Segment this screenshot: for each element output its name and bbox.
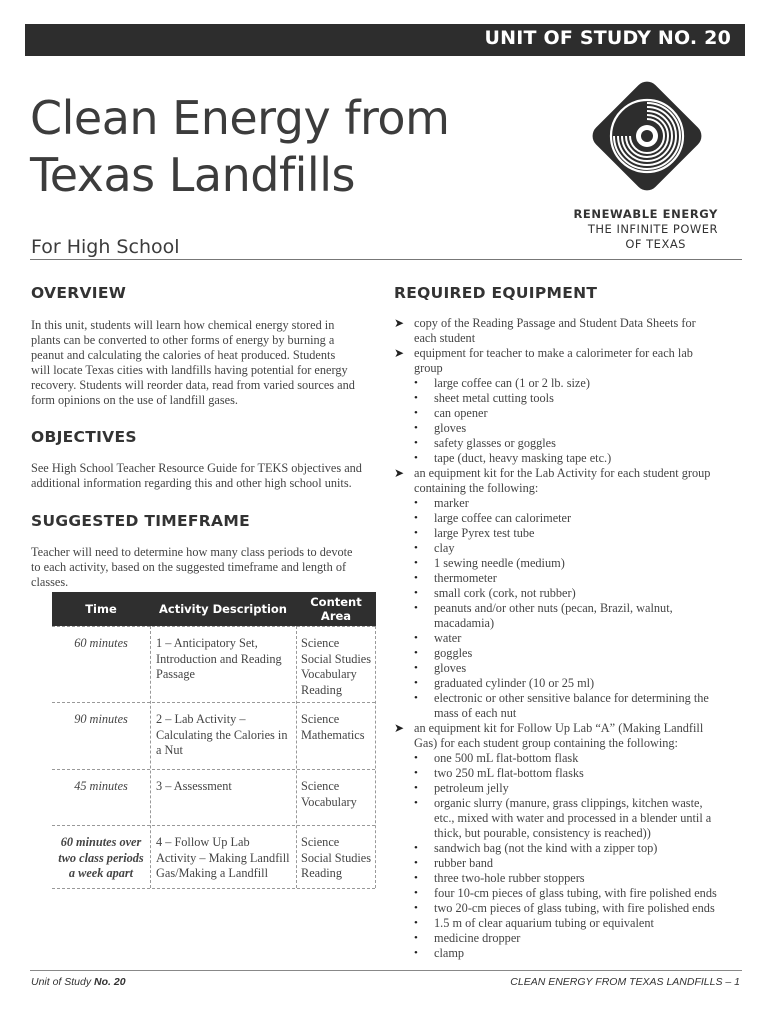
area-line: Vocabulary xyxy=(301,794,357,809)
list-item xyxy=(394,376,724,391)
list-item-text: each student xyxy=(414,331,476,345)
dot-bullet-icon: • xyxy=(414,572,418,584)
time-line: a week apart xyxy=(68,866,134,880)
table-row-time xyxy=(50,712,152,728)
dot-bullet-icon: • xyxy=(414,497,418,509)
list-item-text: 1 sewing needle (medium) xyxy=(434,556,565,570)
area-line: Mathematics xyxy=(301,727,365,742)
list-item-continuation xyxy=(394,811,724,826)
dot-bullet-icon: • xyxy=(414,557,418,569)
list-item xyxy=(394,316,724,331)
list-item-continuation xyxy=(394,616,724,631)
dot-bullet-icon: • xyxy=(414,887,418,899)
table-row-time xyxy=(50,779,152,795)
list-item xyxy=(394,556,724,571)
list-item-text: an equipment kit for Follow Up Lab “A” (Making Landfill xyxy=(414,721,704,735)
list-item xyxy=(394,916,724,931)
area-line: Science xyxy=(301,779,340,793)
list-item xyxy=(394,346,724,376)
arrow-bullet-icon: ➤ xyxy=(394,721,405,735)
list-item xyxy=(394,886,724,901)
list-item xyxy=(394,451,724,466)
timeframe-line: classes. xyxy=(31,575,69,589)
dot-bullet-icon: • xyxy=(414,377,418,389)
list-item-text: organic slurry (manure, grass clippings, kitchen waste, xyxy=(434,796,703,810)
table-header xyxy=(52,592,376,626)
list-item-text: tape (duct, heavy masking tape etc.) xyxy=(434,451,612,465)
area-line: Science xyxy=(301,835,340,849)
list-item xyxy=(394,586,724,601)
list-item xyxy=(394,526,724,541)
timeframe-heading: SUGGESTED TIMEFRAME xyxy=(31,512,250,530)
brand-line-3: OF TEXAS xyxy=(625,237,686,251)
activity-line: a Nut xyxy=(156,743,183,757)
dot-bullet-icon: • xyxy=(414,437,418,449)
dot-bullet-icon: • xyxy=(414,692,418,704)
activity-line: Calculating the Calories in xyxy=(156,727,288,742)
list-item-text: marker xyxy=(434,496,469,510)
list-item-text: copy of the Reading Passage and Student Data Sheets for xyxy=(414,316,696,330)
table-row-activity xyxy=(156,636,296,683)
list-item xyxy=(394,796,724,811)
activity-line: Passage xyxy=(156,667,195,681)
list-item xyxy=(394,421,724,436)
footer-page-title: CLEAN ENERGY FROM TEXAS LANDFILLS – 1 xyxy=(510,976,740,988)
list-item-text: sandwich bag (not the kind with a zipper top) xyxy=(434,841,658,855)
table-row-time xyxy=(50,835,152,882)
list-item-text: one 500 mL flat-bottom flask xyxy=(434,751,579,765)
list-item-continuation xyxy=(394,826,724,841)
dot-bullet-icon: • xyxy=(414,782,418,794)
list-item xyxy=(394,406,724,421)
list-item-text: three two-hole rubber stoppers xyxy=(434,871,585,885)
list-item-continuation xyxy=(394,736,724,751)
table-row-area xyxy=(301,779,379,810)
list-item-text: sheet metal cutting tools xyxy=(434,391,554,405)
row-divider xyxy=(52,888,375,889)
activity-line: 4 – Follow Up Lab xyxy=(156,835,250,849)
list-item-text: two 250 mL flat-bottom flasks xyxy=(434,766,584,780)
list-item-text: large Pyrex test tube xyxy=(434,526,535,540)
table-row-activity xyxy=(156,712,296,759)
list-item-text: clay xyxy=(434,541,455,555)
footer-unit-prefix: Unit of Study xyxy=(31,976,95,988)
table-row-area xyxy=(301,835,379,882)
overview-line: will locate Texas cities with landfills having potential for energy xyxy=(31,363,348,377)
activity-line: Gas/Making a Landfill xyxy=(156,866,269,880)
dot-bullet-icon: • xyxy=(414,662,418,674)
dot-bullet-icon: • xyxy=(414,842,418,854)
list-item-text: etc., mixed with water and processed in a blender until a xyxy=(434,811,712,825)
list-item xyxy=(394,391,724,406)
objectives-line: additional information regarding this and other high school units. xyxy=(31,476,352,490)
table-row-activity xyxy=(156,835,296,882)
infinite-power-spiral-logo xyxy=(583,72,711,200)
list-item-text: electronic or other sensitive balance for determining the xyxy=(434,691,709,705)
table-row-time xyxy=(50,636,152,652)
overview-line: recovery. Students will reorder data, read from varied sources and xyxy=(31,378,355,392)
list-item-text: equipment for teacher to make a calorimeter for each lab group xyxy=(414,346,693,375)
time-line: two class periods xyxy=(58,850,144,865)
objectives-text xyxy=(31,461,381,491)
list-item-continuation xyxy=(394,331,724,346)
unit-banner xyxy=(25,24,745,56)
list-item-text: petroleum jelly xyxy=(434,781,509,795)
arrow-bullet-icon: ➤ xyxy=(394,466,405,480)
brand-tagline xyxy=(560,206,718,252)
table-body xyxy=(52,626,376,888)
table-row-area xyxy=(301,712,379,743)
timeframe-line: to each activity, based on the suggested timeframe and length of xyxy=(31,560,347,574)
list-item xyxy=(394,946,724,961)
list-item-continuation xyxy=(394,706,724,721)
area-line: Vocabulary xyxy=(301,667,357,681)
time-line: 45 minutes xyxy=(74,779,128,793)
unit-number: UNIT OF STUDY NO. 20 xyxy=(484,27,731,49)
list-item-text: peanuts and/or other nuts (pecan, Brazil, walnut, xyxy=(434,601,673,615)
list-item xyxy=(394,646,724,661)
list-item-text: four 10-cm pieces of glass tubing, with fire polished ends xyxy=(434,886,717,900)
list-item-text: gloves xyxy=(434,661,467,675)
list-item-text: 1.5 m of clear aquarium tubing or equivalent xyxy=(434,916,654,930)
list-item xyxy=(394,436,724,451)
list-item xyxy=(394,496,724,511)
list-item xyxy=(394,871,724,886)
dot-bullet-icon: • xyxy=(414,647,418,659)
area-line: Science xyxy=(301,636,340,650)
list-item-text: thick, but pourable, consistency is reached)) xyxy=(434,826,651,840)
dot-bullet-icon: • xyxy=(414,902,418,914)
list-item-text: medicine dropper xyxy=(434,931,521,945)
audience-subtitle: For High School xyxy=(31,236,180,258)
equipment-list xyxy=(394,316,724,961)
list-item xyxy=(394,721,724,736)
dot-bullet-icon: • xyxy=(414,407,418,419)
list-item-text: two 20-cm pieces of glass tubing, with fire polished ends xyxy=(434,901,715,915)
header-area: Area xyxy=(320,609,352,623)
timeframe-line: Teacher will need to determine how many class periods to devote xyxy=(31,545,353,559)
dot-bullet-icon: • xyxy=(414,527,418,539)
dot-bullet-icon: • xyxy=(414,917,418,929)
list-item-text: graduated cylinder (10 or 25 ml) xyxy=(434,676,595,690)
table-row-area xyxy=(301,636,379,698)
list-item xyxy=(394,931,724,946)
list-item-text: can opener xyxy=(434,406,488,420)
dot-bullet-icon: • xyxy=(414,767,418,779)
column-divider xyxy=(296,626,297,888)
list-item xyxy=(394,901,724,916)
dot-bullet-icon: • xyxy=(414,857,418,869)
overview-line: peanut and calculating the calories of heat produced. Students xyxy=(31,348,336,362)
dot-bullet-icon: • xyxy=(414,797,418,809)
dot-bullet-icon: • xyxy=(414,512,418,524)
brand-line-2: THE INFINITE POWER xyxy=(587,222,718,236)
dot-bullet-icon: • xyxy=(414,422,418,434)
header-content-area xyxy=(296,595,376,623)
overview-line: plants can be converted to other forms of energy by burning a xyxy=(31,333,335,347)
list-item-text: macadamia) xyxy=(434,616,495,630)
list-item-text: clamp xyxy=(434,946,465,960)
list-item xyxy=(394,691,724,706)
list-item-text: gloves xyxy=(434,421,467,435)
list-item xyxy=(394,601,724,616)
list-item xyxy=(394,676,724,691)
list-item-text: an equipment kit for the Lab Activity for each student group xyxy=(414,466,711,480)
activity-line: Introduction and Reading xyxy=(156,651,282,666)
list-item xyxy=(394,571,724,586)
list-item-text: large coffee can (1 or 2 lb. size) xyxy=(434,376,590,390)
list-item xyxy=(394,511,724,526)
dot-bullet-icon: • xyxy=(414,602,418,614)
timeframe-text xyxy=(31,545,381,590)
arrow-bullet-icon: ➤ xyxy=(394,316,405,330)
overview-line: form opinions on the use of landfill gases. xyxy=(31,393,238,407)
footer-unit xyxy=(31,976,126,988)
list-item-text: thermometer xyxy=(434,571,497,585)
time-line: 90 minutes xyxy=(74,712,128,726)
list-item xyxy=(394,631,724,646)
title-line-1: Clean Energy from xyxy=(30,91,450,145)
list-item-continuation xyxy=(394,481,724,496)
list-item-text: containing the following: xyxy=(414,481,539,495)
list-item xyxy=(394,766,724,781)
dot-bullet-icon: • xyxy=(414,872,418,884)
time-line: 60 minutes over xyxy=(60,835,142,849)
dot-bullet-icon: • xyxy=(414,632,418,644)
overview-heading: OVERVIEW xyxy=(31,284,127,302)
list-item-text: goggles xyxy=(434,646,473,660)
list-item xyxy=(394,781,724,796)
list-item-text: rubber band xyxy=(434,856,494,870)
list-item-text: small cork (cork, not rubber) xyxy=(434,586,576,600)
arrow-bullet-icon: ➤ xyxy=(394,346,405,360)
list-item-text: mass of each nut xyxy=(434,706,517,720)
header-content: Content xyxy=(310,595,362,609)
list-item-text: water xyxy=(434,631,462,645)
list-item xyxy=(394,856,724,871)
list-item xyxy=(394,751,724,766)
dot-bullet-icon: • xyxy=(414,677,418,689)
objectives-heading: OBJECTIVES xyxy=(31,428,137,446)
row-divider xyxy=(52,769,375,770)
header-divider xyxy=(30,259,742,260)
list-item-text: large coffee can calorimeter xyxy=(434,511,572,525)
activity-line: Activity – Making Landfill xyxy=(156,850,290,865)
overview-text xyxy=(31,318,376,408)
table-row-activity xyxy=(156,779,296,795)
dot-bullet-icon: • xyxy=(414,947,418,959)
brand-line-1: RENEWABLE ENERGY xyxy=(573,207,718,221)
dot-bullet-icon: • xyxy=(414,752,418,764)
equipment-heading: REQUIRED EQUIPMENT xyxy=(394,284,598,302)
header-time: Time xyxy=(85,602,117,616)
header-activity: Activity Description xyxy=(159,602,287,616)
list-item xyxy=(394,541,724,556)
activity-line: 1 – Anticipatory Set, xyxy=(156,636,258,650)
area-line: Reading xyxy=(301,866,342,880)
timeframe-table xyxy=(52,592,376,888)
activity-line: 2 – Lab Activity – xyxy=(156,712,246,726)
activity-line: 3 – Assessment xyxy=(156,779,232,793)
title-line-2: Texas Landfills xyxy=(30,148,355,202)
dot-bullet-icon: • xyxy=(414,587,418,599)
area-line: Science xyxy=(301,712,340,726)
area-line: Social Studies xyxy=(301,850,372,865)
time-line: 60 minutes xyxy=(74,636,128,650)
list-item-text: Gas) for each student group containing the following: xyxy=(414,736,678,750)
area-line: Social Studies xyxy=(301,651,372,666)
list-item xyxy=(394,661,724,676)
objectives-line: See High School Teacher Resource Guide for TEKS objectives and xyxy=(31,461,362,475)
page-title xyxy=(30,90,570,204)
list-item xyxy=(394,466,724,481)
row-divider xyxy=(52,825,375,826)
footer-unit-number: No. 20 xyxy=(94,976,126,988)
dot-bullet-icon: • xyxy=(414,542,418,554)
list-item-text: safety glasses or goggles xyxy=(434,436,556,450)
footer-divider xyxy=(30,970,742,971)
row-divider xyxy=(52,702,375,703)
dot-bullet-icon: • xyxy=(414,392,418,404)
list-item xyxy=(394,841,724,856)
overview-line: In this unit, students will learn how chemical energy stored in xyxy=(31,318,335,332)
area-line: Reading xyxy=(301,682,342,697)
dot-bullet-icon: • xyxy=(414,452,418,464)
row-divider xyxy=(52,626,375,627)
dot-bullet-icon: • xyxy=(414,932,418,944)
